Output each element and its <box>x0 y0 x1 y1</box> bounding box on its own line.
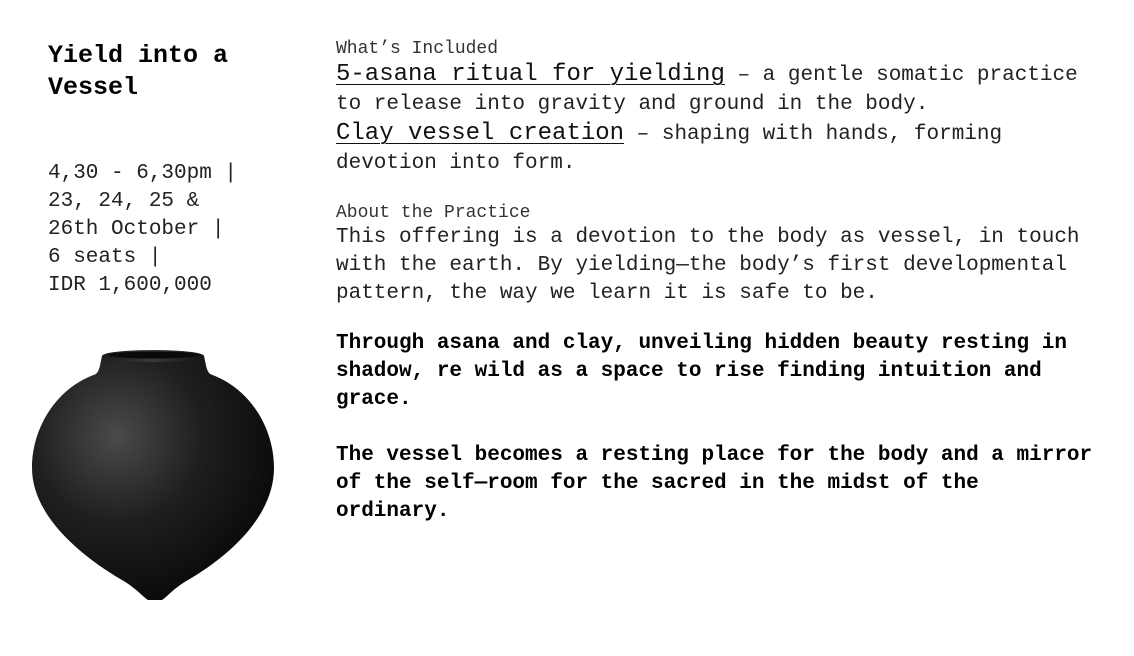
event-details: 4,30 - 6,30pm | 23, 24, 25 & 26th October | 6 seats | IDR 1,600,000 <box>48 162 238 297</box>
included-label: What’s Included <box>336 39 499 59</box>
included-item-link[interactable]: 5-asana ritual for yielding <box>336 61 725 88</box>
vessel-image <box>26 344 282 606</box>
included-item <box>336 60 1096 119</box>
event-summary <box>48 40 308 300</box>
about-label: About the Practice <box>336 203 531 223</box>
event-title: Yield into a Vessel <box>48 41 229 102</box>
included-item <box>336 119 1096 178</box>
highlight-paragraph: The vessel becomes a resting place for the body and a mirror of the self—room for the sacred in the midst of the ordinary. <box>336 444 1093 523</box>
included-item-link[interactable]: Clay vessel creation <box>336 120 625 147</box>
event-description <box>336 38 1096 526</box>
included-item-description: – shaping with hands, forming devotion into form. <box>336 123 1003 175</box>
included-item-description: – a gentle somatic practice to release into gravity and ground in the body. <box>336 64 1078 116</box>
about-body: This offering is a devotion to the body as vessel, in touch with the earth. By yielding—the body’s first developmental pattern, the way we learn it is safe to be. <box>336 226 1080 305</box>
highlight-paragraph: Through asana and clay, unveiling hidden beauty resting in shadow, re wild as a space to rise finding intuition and grace. <box>336 332 1067 411</box>
